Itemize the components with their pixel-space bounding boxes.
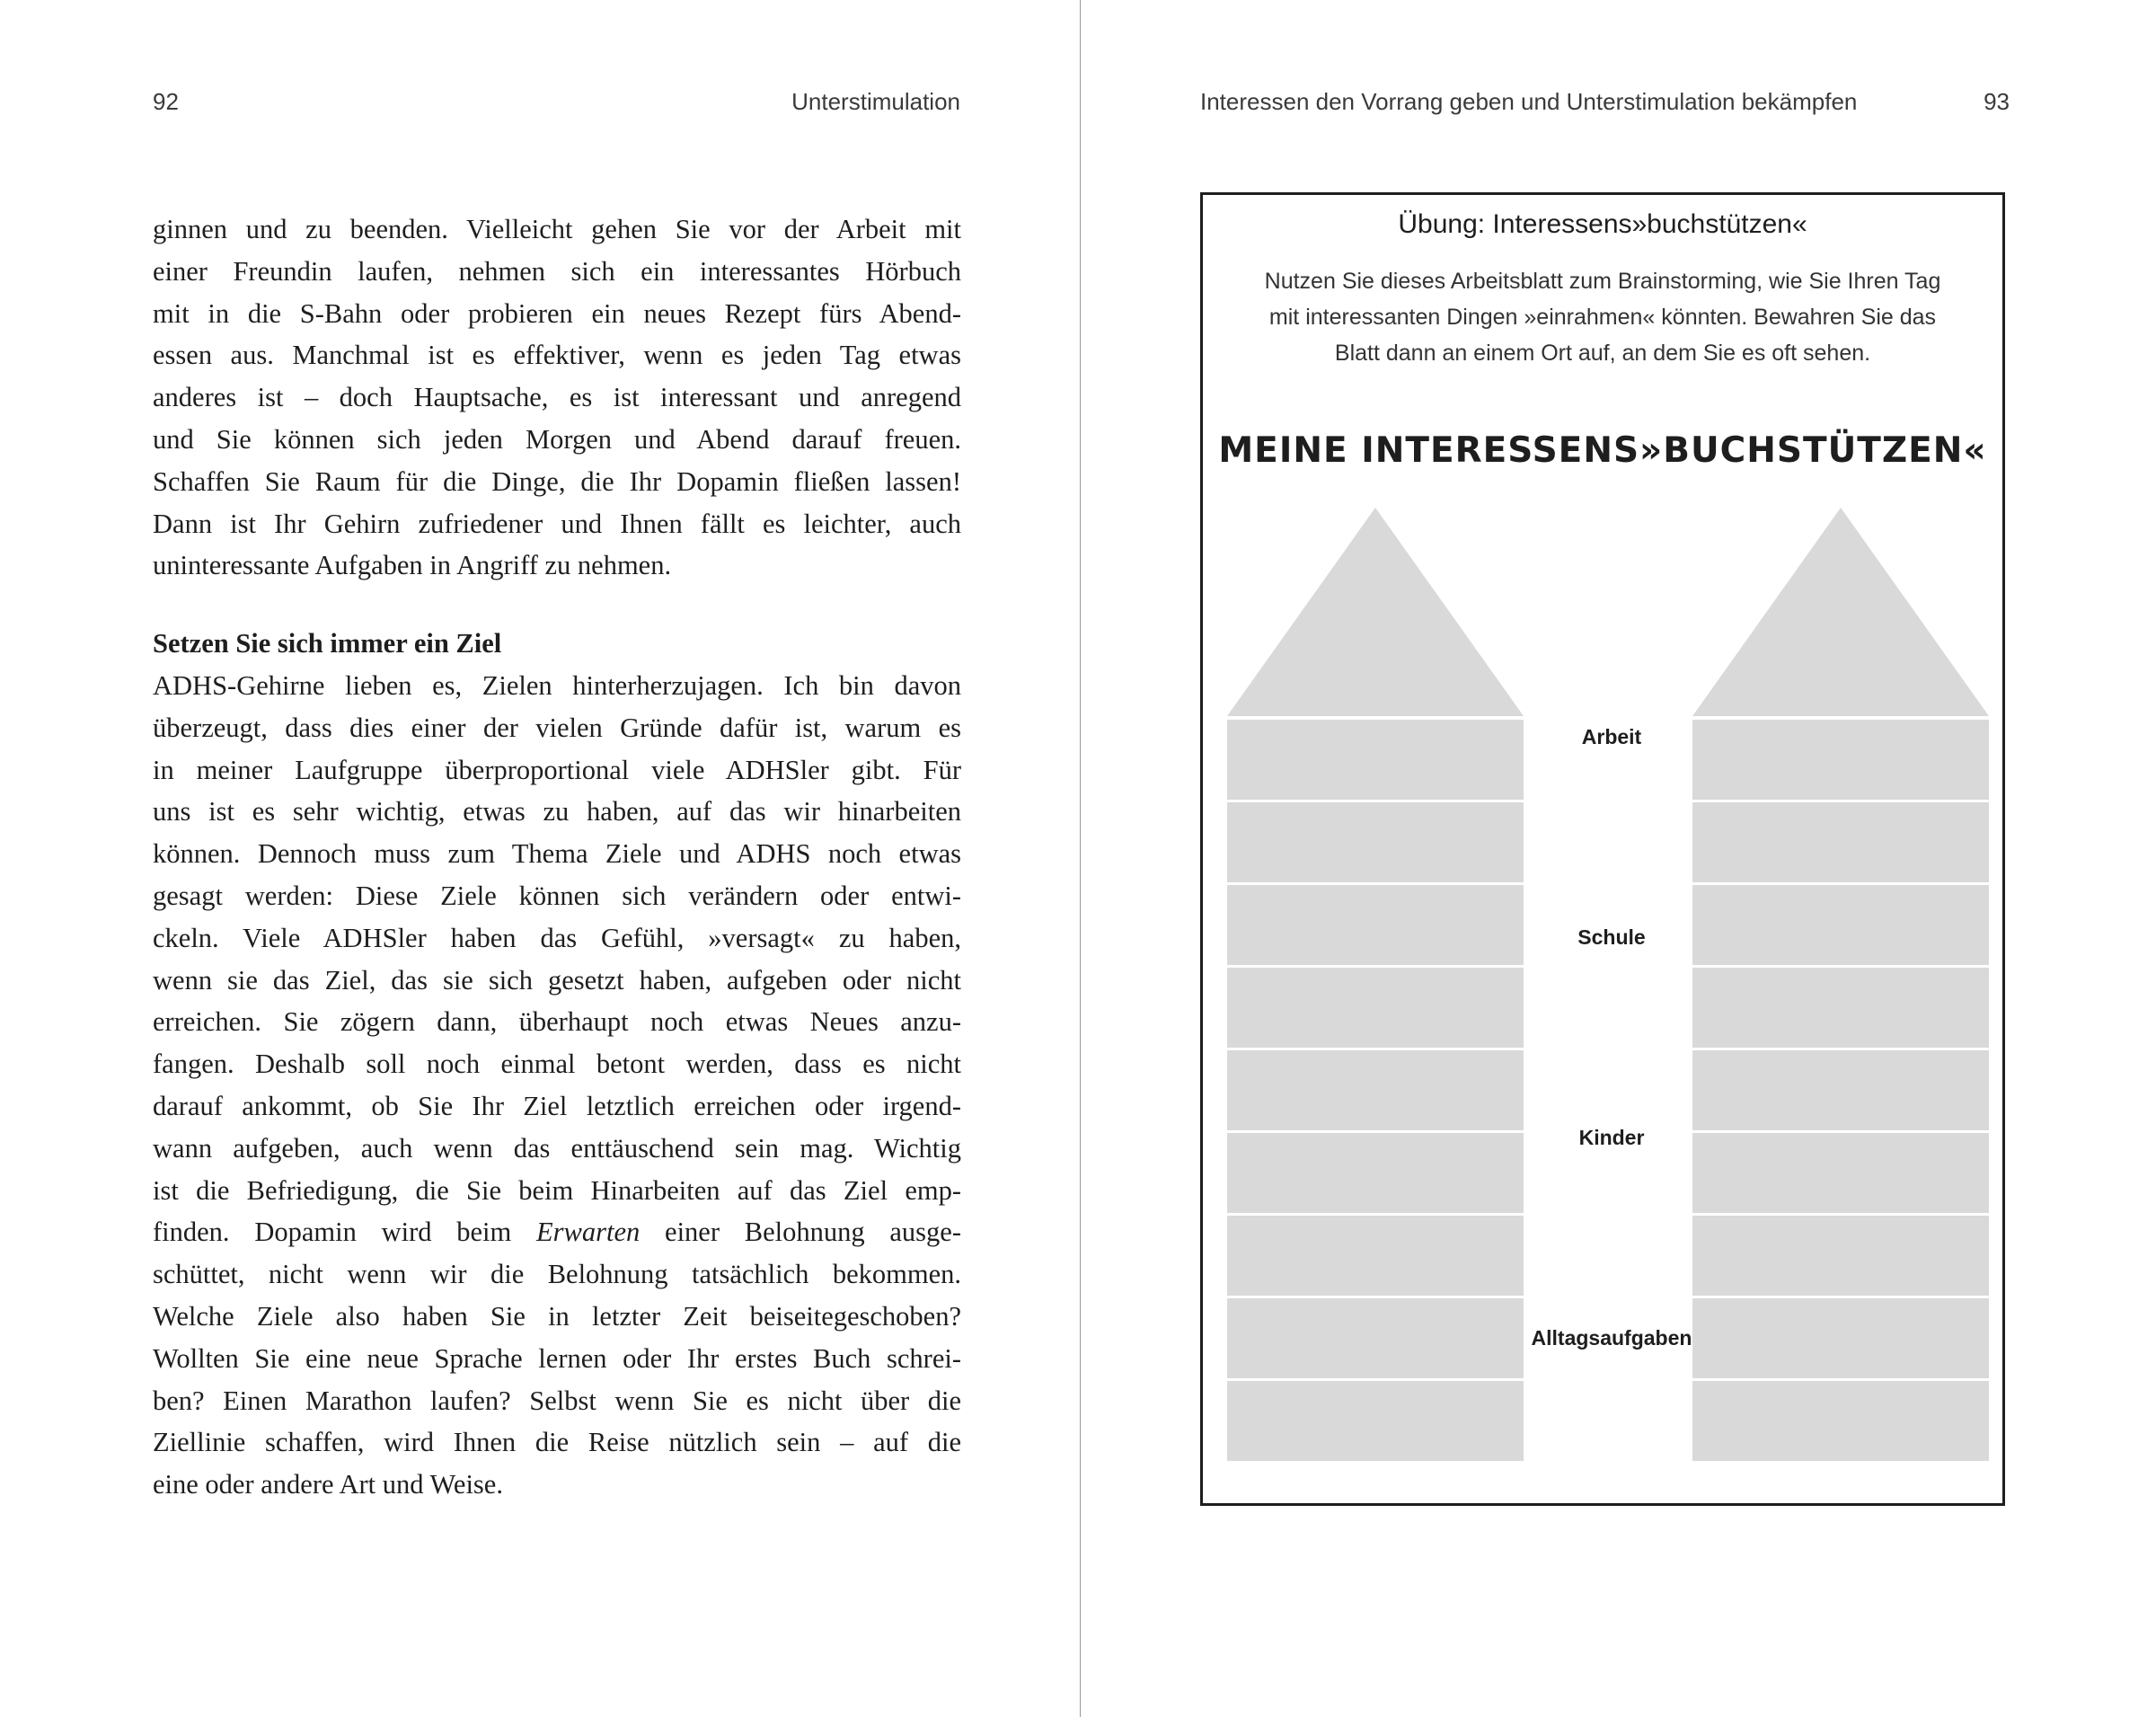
shelf-slot <box>1692 1298 1989 1378</box>
text-line: wenn sie das Ziel, das sie sich gesetzt haben, aufgeben oder nicht <box>153 964 961 996</box>
text-line: essen aus. Manchmal ist es effektiver, wenn es jeden Tag etwas <box>153 340 961 371</box>
shelf-slot <box>1227 968 1524 1048</box>
italic-word: Erwarten <box>536 1217 641 1248</box>
shelf-slot <box>1227 802 1524 882</box>
shelf-slot <box>1227 720 1524 800</box>
text-line: Welche Ziele also haben Sie in letzter Zeit beiseitegeschoben? <box>153 1300 961 1332</box>
page-number-right: 93 <box>1984 88 2010 115</box>
text-line: erreichen. Sie zögern dann, überhaupt noch etwas Neues anzu- <box>153 1006 961 1038</box>
section-heading: Setzen Sie sich immer ein Ziel <box>153 628 502 659</box>
text-line: ben? Einen Marathon laufen? Selbst wenn Sie es nicht über die <box>153 1385 961 1416</box>
shelf-slot <box>1227 1216 1524 1296</box>
running-head-right: Interessen den Vorrang geben und Unterstimulation bekämpfen <box>1200 88 1858 115</box>
shelf-slot <box>1692 1216 1989 1296</box>
shelf-slot <box>1692 802 1989 882</box>
text-line: in meiner Laufgruppe überproportional viele ADHSler gibt. Für <box>153 754 961 785</box>
category-label-kinder: Kinder <box>1578 1126 1645 1149</box>
exercise-title: Übung: Interessens»buchstützen« <box>1398 209 1807 239</box>
bookend-left <box>1227 508 1524 1471</box>
text-line: und Sie können sich jeden Morgen und Abend darauf freuen. <box>153 423 961 455</box>
exercise-instructions <box>1230 263 1975 371</box>
shelf-slot <box>1692 1133 1989 1213</box>
text-line: mit in die S-Bahn oder probieren ein neues Rezept fürs Abend- <box>153 297 961 329</box>
text-line: fangen. Deshalb soll noch einmal betont werden, dass es nicht <box>153 1049 961 1080</box>
text-line: uns ist es sehr wichtig, etwas zu haben, auf das wir hinarbeiten <box>153 796 961 828</box>
shelf-slot <box>1692 1381 1989 1461</box>
shelf-slot <box>1692 968 1989 1048</box>
text-line: ADHS-Gehirne lieben es, Zielen hinterherzujagen. Ich bin davon <box>153 669 961 701</box>
shelf-slot <box>1227 1133 1524 1213</box>
text-line: wann aufgeben, auch wenn das enttäuschend sein mag. Wichtig <box>153 1132 961 1164</box>
text-line: Schaffen Sie Raum für die Dinge, die Ihr Dopamin fließen lassen! <box>153 465 961 497</box>
shelf-slot <box>1692 1050 1989 1130</box>
worksheet-title: MEINE INTERESSENS»BUCHSTÜTZEN« <box>1218 430 1987 471</box>
shelf-slot <box>1227 1050 1524 1130</box>
text-line-emphasis <box>153 1211 961 1253</box>
instruction-line: Blatt dann an einem Ort auf, an dem Sie es oft sehen. <box>1334 341 1871 366</box>
text-line: ist die Befriedigung, die Sie beim Hinarbeiten auf das Ziel emp- <box>153 1174 961 1206</box>
shelf-slot <box>1692 720 1989 800</box>
body-text <box>153 208 961 1506</box>
bookend-roof-left <box>1227 508 1524 716</box>
text-line: gesagt werden: Diese Ziele können sich verändern oder entwi- <box>153 880 961 911</box>
instruction-line: Nutzen Sie dieses Arbeitsblatt zum Brainstorming, wie Sie Ihren Tag <box>1264 269 1941 294</box>
text-line: können. Dennoch muss zum Thema Ziele und ADHS noch etwas <box>153 838 961 870</box>
category-label-schule: Schule <box>1577 925 1646 949</box>
right-page <box>1081 0 2156 1717</box>
text-line: uninteressante Aufgaben in Angriff zu nehmen. <box>153 550 672 581</box>
text-line: Ziellinie schaffen, wird Ihnen die Reise nützlich sein – auf die <box>153 1427 961 1458</box>
text-line: Dann ist Ihr Gehirn zufriedener und Ihnen fällt es leichter, auch <box>153 508 961 539</box>
text-line: ckeln. Viele ADHSler haben das Gefühl, »versagt« zu haben, <box>153 922 961 953</box>
instruction-line: mit interessanten Dingen »einrahmen« könnten. Bewahren Sie das <box>1268 305 1937 330</box>
text-line: Wollten Sie eine neue Sprache lernen oder Ihr erstes Buch schrei- <box>153 1342 961 1374</box>
shelf-slot <box>1692 885 1989 965</box>
text-run: einer Belohnung ausge- <box>640 1217 961 1248</box>
shelf-slot <box>1227 1298 1524 1378</box>
text-line: ginnen und zu beenden. Vielleicht gehen Sie vor der Arbeit mit <box>153 214 961 244</box>
shelf-slot <box>1227 885 1524 965</box>
text-line: darauf ankommt, ob Sie Ihr Ziel letztlich erreichen oder irgend- <box>153 1090 961 1121</box>
category-label-arbeit: Arbeit <box>1581 725 1642 748</box>
bookend-right <box>1692 508 1989 1471</box>
text-line: überzeugt, dass dies einer der vielen Gründe dafür ist, warum es <box>153 712 961 743</box>
shelf-slot <box>1227 1381 1524 1461</box>
text-line: eine oder andere Art und Weise. <box>153 1469 503 1500</box>
category-label-alltagsaufgaben: Alltagsaufgaben <box>1531 1326 1692 1350</box>
text-line: schüttet, nicht wenn wir die Belohnung tatsächlich bekommen. <box>153 1259 961 1290</box>
text-line: einer Freundin laufen, nehmen sich ein interessantes Hörbuch <box>153 255 961 287</box>
page-number-left: 92 <box>153 88 179 115</box>
exercise-box <box>1200 192 2005 1506</box>
running-head-left: Unterstimulation <box>791 88 960 115</box>
text-run: finden. Dopamin wird beim <box>153 1217 537 1248</box>
text-line: anderes ist – doch Hauptsache, es ist interessant und anregend <box>153 382 961 413</box>
bookend-roof-right <box>1692 508 1989 716</box>
